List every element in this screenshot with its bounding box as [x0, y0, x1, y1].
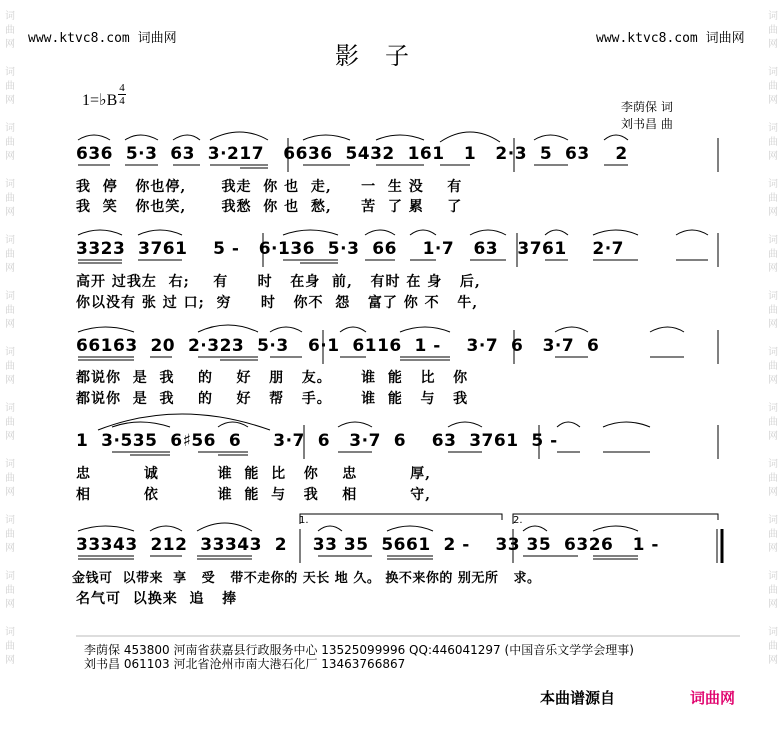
lyric-row-2-verse-1: 高开 过我左 右; 有 时 在身 前, 有时 在 身 后,	[76, 274, 481, 290]
slur	[318, 526, 342, 531]
song-title: 影子	[335, 42, 435, 70]
slur	[650, 327, 684, 332]
lyric-row-5-verse-2: 名气可 以换来 追 捧	[76, 591, 238, 607]
slur	[555, 327, 588, 332]
slur	[365, 230, 395, 235]
footer-contact-composer: 刘书昌 061103 河北省沧州市南大港石化厂 13463766867	[84, 657, 406, 671]
lyric-row-4-verse-1: 忠 诚 谁 能 比 你 忠 厚,	[76, 466, 431, 482]
slur	[78, 327, 134, 332]
slur	[593, 526, 638, 531]
slur	[197, 523, 252, 531]
slur	[210, 132, 268, 140]
slur	[603, 422, 650, 427]
slur	[78, 230, 122, 235]
slur	[270, 327, 302, 332]
lyric-row-1-verse-2: 我 笑 你也笑, 我愁 你 也 愁, 苦 了 累 了	[76, 199, 463, 215]
slur	[303, 135, 350, 140]
volta-second-label: 2.	[513, 515, 523, 526]
slur	[98, 414, 270, 430]
slur	[340, 327, 366, 332]
slur	[387, 526, 433, 531]
lyric-row-4-verse-2: 相 依 谁 能 与 我 相 守,	[76, 487, 431, 503]
volta-first-label: 1.	[299, 515, 309, 526]
slur	[173, 135, 200, 140]
composer-credit: 刘书昌 曲	[621, 117, 673, 131]
slur	[125, 135, 158, 140]
slur	[604, 135, 628, 140]
source-label: 本曲谱源自	[540, 689, 616, 707]
watermark-right: 词曲网 词曲网 词曲网 词曲网 词曲网 词曲网 词曲网 词曲网 词曲网 词曲网 词曲网 词曲网	[768, 11, 778, 666]
slur	[198, 325, 258, 332]
rhythm-underlines	[78, 165, 708, 559]
notes-row-3: 66163 20 2·323 5·3 6·1 6116 1 - 3·7 6 3·7 6	[76, 336, 600, 356]
slur	[338, 422, 372, 427]
slur	[448, 422, 482, 427]
volta-first-bracket	[300, 514, 502, 524]
lyric-row-2-verse-2: 你以没有 张 过 口; 穷 时 你不 怨 富了 你 不 牛,	[76, 295, 479, 311]
slur	[78, 135, 110, 140]
lyric-row-3-verse-1: 都说你 是 我 的 好 朋 友。 谁 能 比 你	[76, 370, 469, 386]
lyric-row-1-verse-1: 我 停 你也停, 我走 你 也 走, 一 生 没 有	[76, 179, 463, 195]
slur	[470, 230, 506, 235]
slur	[557, 422, 580, 427]
lyricist-credit: 李荫保 词	[621, 100, 673, 114]
lyric-row-5-verse-1: 金钱可 以带来 享 受 带不走你的 天长 地 久。 换不来你的 别无所 求。	[72, 571, 541, 586]
slur	[138, 230, 182, 235]
slur	[376, 135, 424, 140]
slur	[440, 132, 500, 142]
slur	[218, 422, 248, 427]
slur	[78, 526, 134, 531]
key-signature: 1=♭B	[82, 92, 118, 109]
slur	[593, 230, 638, 235]
site-link-right[interactable]: www.ktvc8.com 词曲网	[596, 31, 745, 46]
notes-row-2: 3323 3761 5 - 6·136 5·3 66 1·7 63 3761 2·7	[76, 239, 624, 259]
slur	[676, 230, 708, 235]
time-signature: 4 4	[119, 82, 125, 107]
lyric-row-3-verse-2: 都说你 是 我 的 好 帮 手。 谁 能 与 我	[76, 391, 469, 407]
site-link-left[interactable]: www.ktvc8.com 词曲网	[28, 31, 177, 46]
notes-row-5: 33343 212 33343 2 33 35 5661 2 - 33 35 6326 1 -	[76, 535, 659, 555]
slur	[545, 230, 568, 235]
notes-row-1: 636 5·3 63 3·217 6636 5432 161 1 2·3 5 63 2	[76, 144, 628, 164]
slur	[534, 135, 568, 140]
notes-row-4: 1 3·535 6♯56 6 3·7 6 3·7 6 63 3761 5 -	[76, 431, 558, 451]
footer-contact-lyricist: 李荫保 453800 河南省获嘉县行政服务中心 13525099996 QQ:446041297 (中国音乐文学学会理事)	[84, 643, 634, 657]
slur	[410, 230, 436, 235]
slur	[400, 327, 450, 332]
watermark-left: 词曲网 词曲网 词曲网 词曲网 词曲网 词曲网 词曲网 词曲网 词曲网 词曲网 词曲网 词曲网	[5, 11, 15, 666]
slur	[150, 526, 182, 531]
source-brand-link[interactable]: 词曲网	[690, 689, 736, 707]
slur	[283, 230, 338, 235]
volta-second-bracket	[513, 514, 718, 524]
slur	[523, 526, 547, 531]
